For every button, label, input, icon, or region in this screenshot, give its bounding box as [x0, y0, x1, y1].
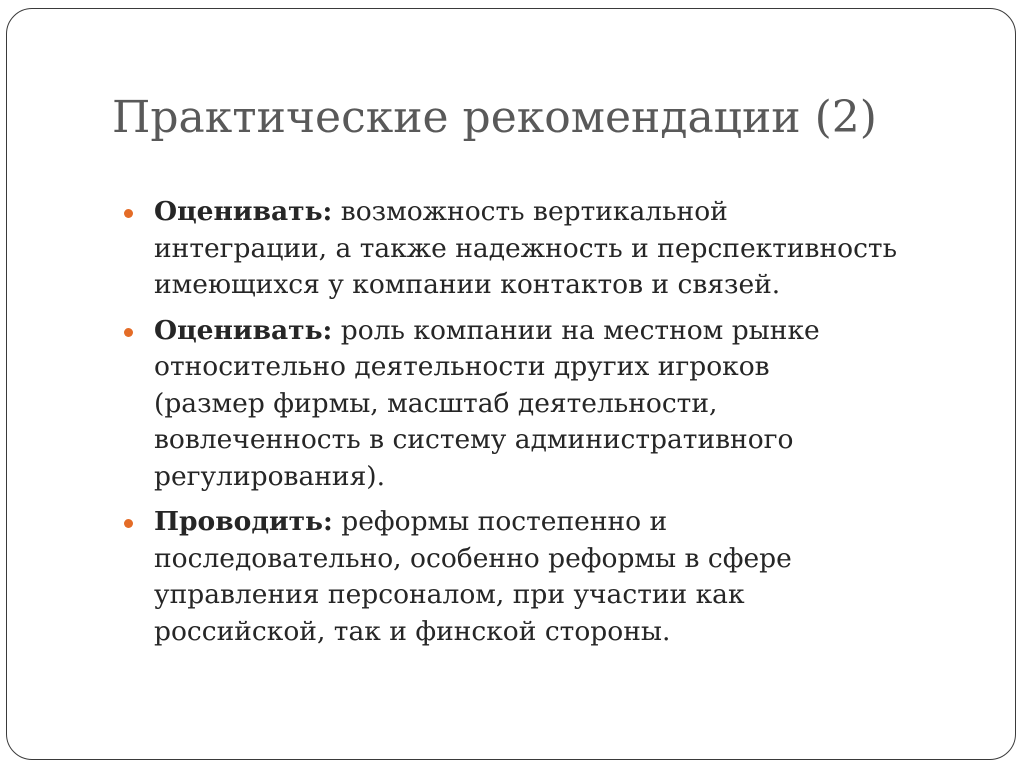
bullet-item: [124, 313, 984, 496]
bullet-item: [124, 194, 984, 304]
bullet-line: имеющихся у компании контактов и связей.: [154, 269, 781, 300]
bullet-text: возможность вертикальной: [332, 196, 728, 227]
bullet-line: [154, 313, 984, 350]
bullet-line: [154, 504, 984, 541]
slide-title: Практические рекомендации (2): [112, 92, 877, 143]
bullet-line: (размер фирмы, масштаб деятельности,: [154, 387, 718, 419]
bullet-line: [154, 194, 984, 231]
bullet-lead: Проводить:: [154, 506, 333, 537]
bullet-line: интеграции, а также надежность и перспективность: [154, 232, 897, 264]
bullet-dot-icon: [124, 519, 133, 528]
bullet-dot-icon: [124, 328, 133, 337]
bullet-lead: Оценивать:: [154, 314, 333, 346]
bullet-line: российской, так и финской стороны.: [154, 615, 671, 647]
bullet-lead: Оценивать:: [154, 196, 333, 227]
bullet-line: вовлеченность в систему административного: [154, 424, 794, 455]
bullet-dot-icon: [124, 209, 133, 218]
bullet-line: относительно деятельности других игроков: [154, 351, 770, 382]
bullet-line: управления персоналом, при участии как: [154, 579, 745, 610]
bullet-item: [124, 504, 984, 650]
bullet-list: [124, 194, 984, 659]
bullet-line: последовательно, особенно реформы в сфере: [154, 542, 792, 574]
bullet-text: роль компании на местном рынке: [332, 314, 820, 346]
bullet-text: реформы постепенно и: [332, 506, 668, 537]
bullet-line: регулирования).: [154, 460, 386, 492]
